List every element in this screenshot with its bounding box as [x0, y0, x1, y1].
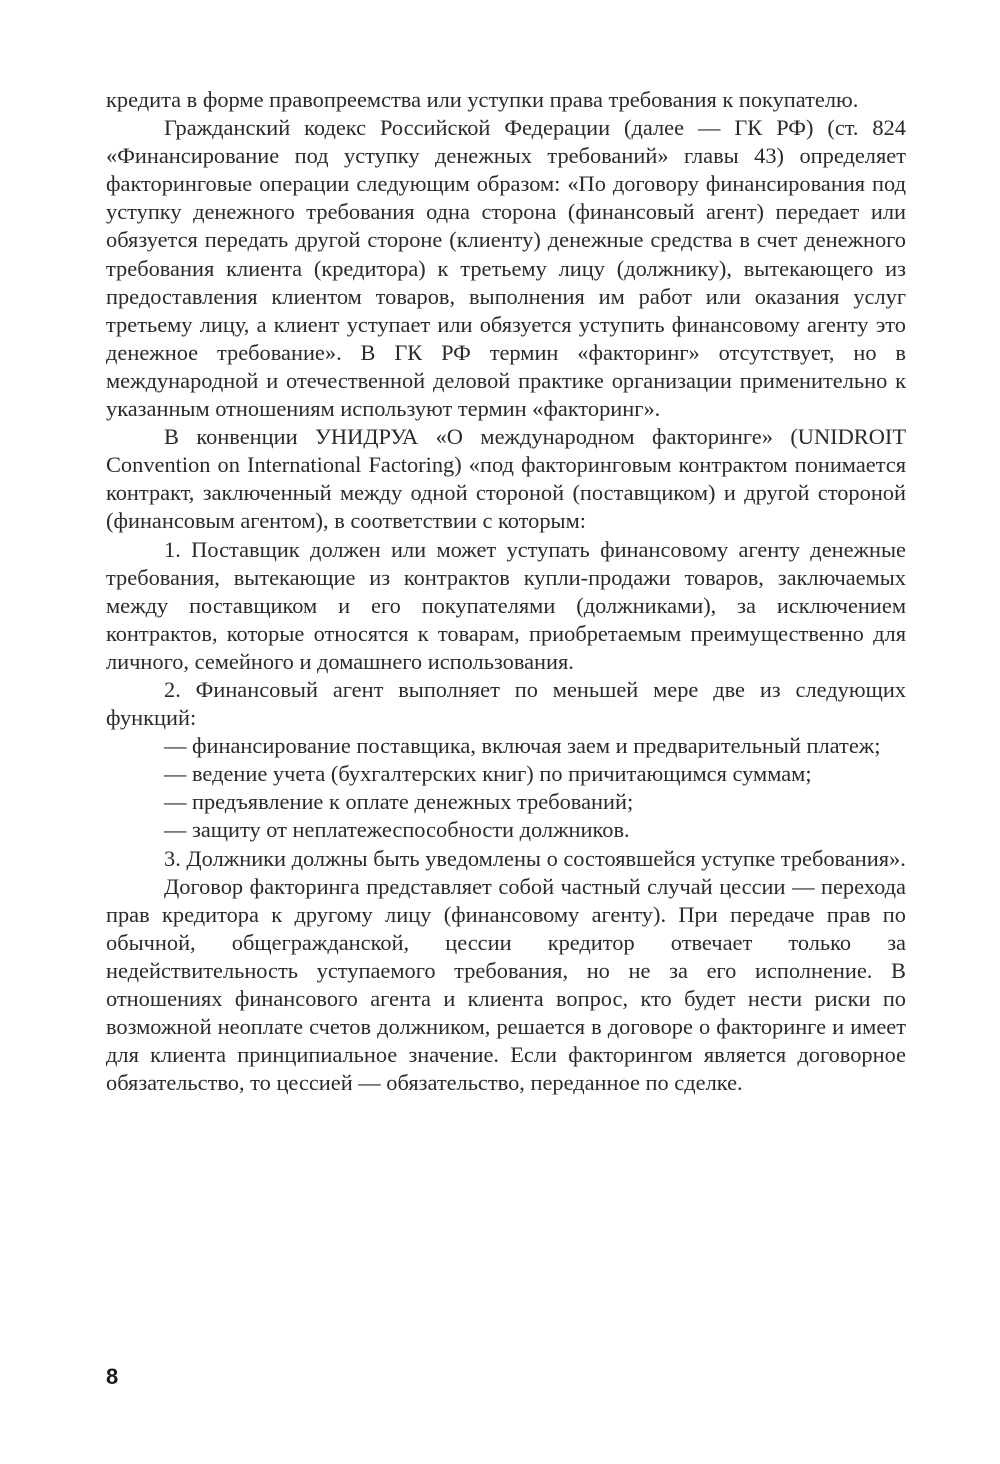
page-body [106, 86, 906, 1097]
list-item-3: 3. Должники должны быть уведомлены о состоявшейся уступке требования». [164, 845, 906, 871]
paragraph-cession: Договор факторинга представляет собой частный случай цессии — перехода прав кредитора к другому лицу (финансовому агенту). При передаче прав по обычной, общегражданской, цессии кредитор отвечает только за недействительность уступаемого требования, но не за его исполнение. В отношениях финансового агента и клиента вопрос, кто будет нести риски по возможной неоплате счетов должником, решается в договоре о факторинге и имеет для клиента принципиальное значение. Если факторингом является договорное обязательство, то цессией — обязательство, переданное по сделке. [106, 873, 906, 1096]
paragraph-civil-code: Гражданский кодекс Российской Федерации (далее — ГК РФ) (ст. 824 «Финансирование под уступку денежных требований» главы 43) определяет факторинговые операции следующим образом: «По договору финансирования под уступку денежного требования одна сторона (финансовый агент) передает или обязуется передать другой стороне (клиенту) денежные средства в счет денежного требования клиента (кредитора) к третьему лицу (должнику), вытекающего из предоставления клиентом товаров, выполнения им работ или оказания услуг третьему лицу, а клиент уступает или обязуется уступить финансовому агенту это денежное требование». В ГК РФ термин «факторинг» отсутствует, но в международной и отечественной деловой практике организации применительно к указанным отношениям используют термин «факторинг». [106, 115, 906, 422]
dash-item-protection: — защиту от неплатежеспособности должников. [164, 817, 630, 843]
paragraph-unidroit: В конвенции УНИДРУА «О международном факторинге» (UNIDROIT Convention on International Factoring) «под факторинговым контрактом понимается контракт, заключенный между одной стороной (поставщиком) и другой стороной (финансовым агентом), в соответствии с которым: [106, 424, 906, 534]
list-item-1: 1. Поставщик должен или может уступать финансовому агенту денежные требования, вытекающие из контрактов купли-продажи товаров, заключаемых между поставщиком и его покупателями (должниками), за исключением контрактов, которые относятся к товарам, приобретаемым преимущественно для личного, семейного и домашнего использования. [106, 536, 906, 674]
paragraph-continuation: кредита в форме правопреемства или уступки права требования к покупателю. [106, 87, 859, 112]
dash-item-financing: — финансирование поставщика, включая заем и предварительный платеж; [164, 733, 881, 759]
dash-item-accounting: — ведение учета (бухгалтерских книг) по причитающимся суммам; [164, 761, 812, 787]
list-item-2: 2. Финансовый агент выполняет по меньшей мере две из следующих функций: [106, 676, 906, 731]
dash-item-collection: — предъявление к оплате денежных требований; [164, 789, 634, 815]
page-number: 8 [106, 1364, 119, 1389]
